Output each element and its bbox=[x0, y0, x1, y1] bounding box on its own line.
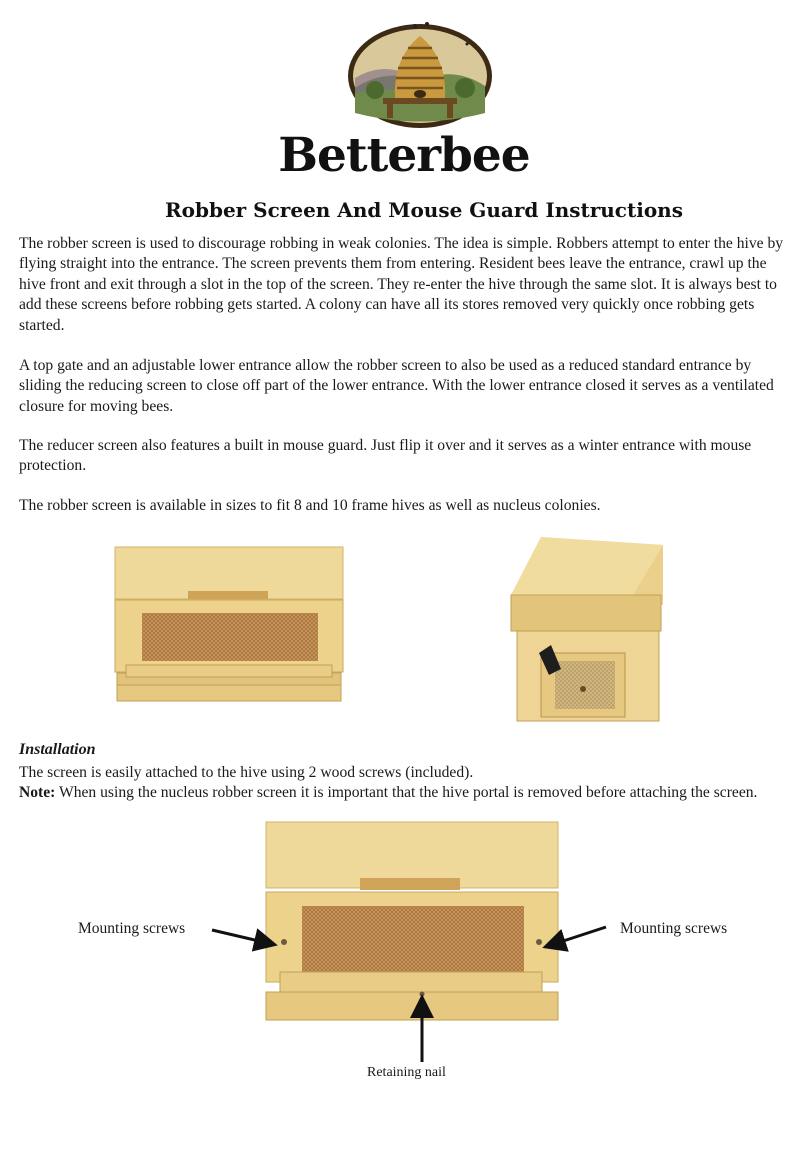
installed-robber-screen-photo bbox=[262, 820, 562, 1025]
callout-mounting-screws-right: Mounting screws bbox=[620, 920, 728, 937]
brand-name: Betterbee bbox=[278, 128, 530, 183]
installation-note bbox=[19, 783, 789, 803]
callout-retaining-nail: Retaining nail bbox=[367, 1065, 446, 1080]
installation-text: The screen is easily attached to the hive using 2 wood screws (included). bbox=[19, 764, 474, 781]
nucleus-robber-screen-photo bbox=[503, 535, 668, 735]
robber-screen-photo bbox=[112, 545, 347, 705]
paragraph-sizes: The robber screen is available in sizes to fit 8 and 10 frame hives as well as nucleus colonies. bbox=[19, 497, 601, 514]
callout-mounting-screws-left: Mounting screws bbox=[78, 920, 186, 937]
paragraph-mouse-guard: The reducer screen also features a built in mouse guard. Just flip it over and it serves as a winter entrance with mouse protection. bbox=[19, 437, 752, 475]
paragraph-intro: The robber screen is used to discourage robbing in weak colonies. The idea is simple. Robbers attempt to enter the hive by flying straight into the entrance. The screen prevents them from entering. Resident bees leave the entrance, crawl up the hive front and exit through a slot in the top of the screen. They re-enter the hive through the same slot. It is always best to add these screens before robbing gets started. A colony can have all its stores removed very quickly once robbing gets started. bbox=[19, 235, 784, 334]
page-title: Robber Screen And Mouse Guard Instructions bbox=[165, 198, 683, 222]
paragraph-top-gate: A top gate and an adjustable lower entrance allow the robber screen to also be used as a reduced standard entrance by sliding the reducing screen to close off part of the lower entrance. With the lower entrance closed it serves as a ventilated closure for moving bees. bbox=[19, 357, 774, 415]
note-text: When using the nucleus robber screen it is important that the hive portal is removed before attaching the screen. bbox=[55, 784, 758, 801]
beehive-skep-logo-icon bbox=[345, 18, 495, 130]
installation-heading: Installation bbox=[19, 741, 96, 758]
note-label: Note: bbox=[19, 784, 56, 801]
